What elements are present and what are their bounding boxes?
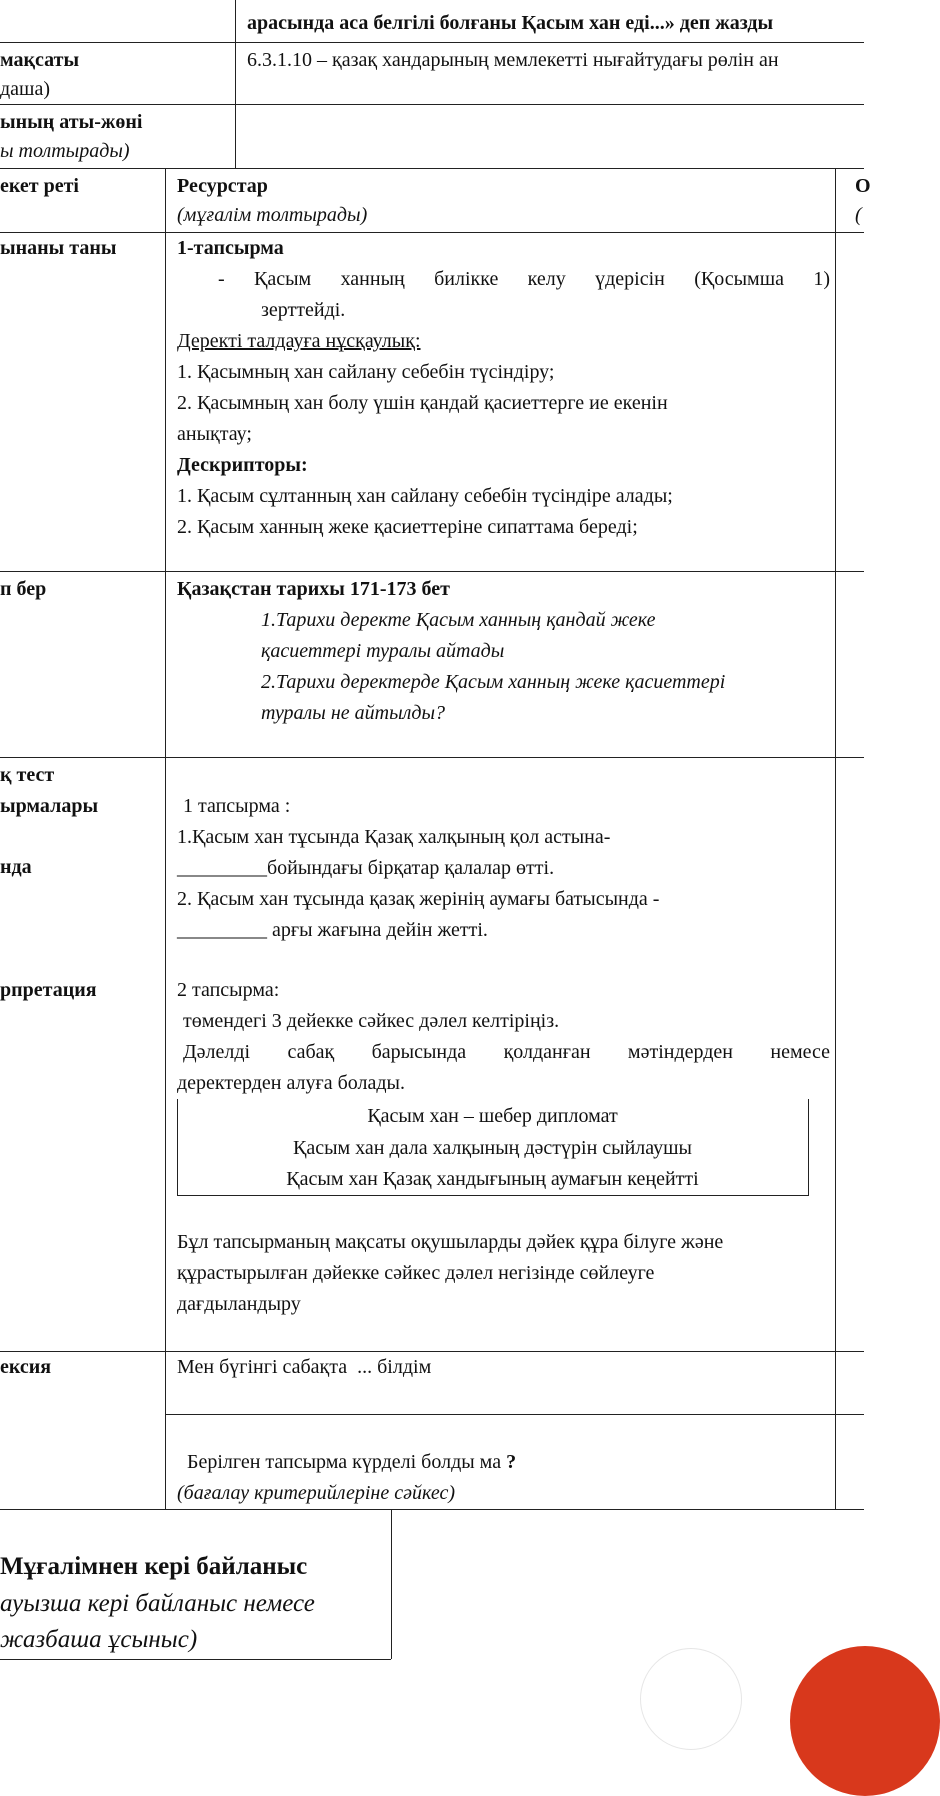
s1-desc2: 2. Қасым ханның жеке қасиеттеріне сипаттама береді;: [177, 516, 638, 538]
footer-title: Мұғалімнен кері байланыс: [0, 1553, 308, 1580]
claims-frame-bottom: [177, 1195, 809, 1196]
s4-reflect1: Мен бүгінгі сабақта ... білдім: [177, 1356, 432, 1378]
s2-q2-line1: 2.Тарихи деректерде Қасым ханның жеке қасиеттері: [261, 671, 726, 693]
col2-header: Ресурстар: [177, 175, 268, 197]
s2-q1-line2: қасиеттері туралы айтады: [261, 640, 505, 662]
s3-t1-q2-line2: _________ арғы жағына дейін жетті.: [177, 919, 488, 941]
s4-reflect2-mark: ?: [501, 1451, 517, 1473]
s3-aim-line2: құрастырылған дәйекке сәйкес дәлел негізінде сөйлеуге: [177, 1262, 655, 1284]
s2-q1-line1: 1.Тарихи деректе Қасым ханның қандай жеке: [261, 609, 656, 631]
s3-t1-q1-line1: 1.Қасым хан тұсында Қазақ халқының қол астына-: [177, 826, 611, 848]
s4-reflect2-note: (бағалау критерийлеріне сәйкес): [177, 1482, 455, 1504]
col2-header-note: (мұғалім толтырады): [177, 204, 368, 226]
s3-label-line3: нда: [0, 856, 32, 878]
claims-frame-right: [808, 1099, 809, 1195]
row1-value: 6.3.1.10 – қазақ хандарының мемлекетті нығайтудағы рөлін ан: [247, 49, 779, 71]
header-top-line: арасында аса белгілі болғаны Қасым хан еді...» деп жазды: [247, 12, 774, 34]
s3-t2-line2: Дәлелді сабақ барысында қолданған мәтіндерден немесе: [183, 1041, 830, 1063]
s3-task2: [177, 975, 830, 1099]
claim-1: Қасым хан – шебер дипломат: [367, 1105, 618, 1127]
s1-bullet-line1: - Қасым ханның билікке келу үдерісін (Қосымша 1): [218, 268, 830, 290]
rule-row2-bottom: [0, 168, 864, 169]
s2-label: п бер: [0, 578, 47, 600]
corner-circle-red-icon: [790, 1646, 940, 1796]
rule-s2-bottom: [0, 757, 864, 758]
col3-header-note: (: [855, 204, 862, 226]
footer-note-line2: жазбаша ұсыныс): [0, 1626, 198, 1653]
claim-3: Қасым хан Қазақ хандығының аумағын кеңейтті: [286, 1168, 699, 1190]
row2-label-note: ы толтырады): [0, 140, 130, 162]
s3-t1-q2-line1: 2. Қасым хан тұсында қазақ жерінің аумағы батысында -: [177, 888, 660, 910]
s3-aim-line3: дағдыландыру: [177, 1293, 301, 1315]
s1-guide-title: Деректі талдауға нұсқаулық:: [177, 330, 421, 352]
s2-content: [177, 574, 830, 729]
row1-label: мақсаты: [0, 49, 80, 71]
s1-desc-title: Дескрипторы:: [177, 454, 308, 476]
s2-source: Қазақстан тарихы 171-173 бет: [177, 578, 450, 600]
rule-header-top: [0, 42, 864, 43]
rule-footer-bottom: [0, 1659, 391, 1660]
footer-note-line1: ауызша кері байланыс немесе: [0, 1590, 315, 1617]
s3-label-line4: рпретация: [0, 979, 97, 1001]
rule-row1-bottom: [0, 104, 864, 105]
s3-t1-q1-line2: _________бойындағы бірқатар қалалар өтті.: [177, 857, 555, 879]
s1-desc1: 1. Қасым сұлтанның хан сайлану себебін түсіндіре алады;: [177, 485, 673, 507]
s1-label: ынаны таны: [0, 237, 117, 259]
s3-label-line2: ырмалары: [0, 795, 99, 817]
s3-aim: [177, 1227, 830, 1320]
rule-header-col: [235, 0, 236, 168]
s4-label: ексия: [0, 1356, 52, 1378]
s1-guide2-line2: анықтау;: [177, 423, 252, 445]
rule-footer-col: [391, 1509, 392, 1659]
s1-task-title: 1-тапсырма: [177, 237, 284, 259]
s3-label-line1: қ тест: [0, 764, 55, 786]
rule-s3-bottom: [0, 1351, 864, 1352]
row1-label-note: даша): [0, 78, 50, 100]
s3-t2-title: 2 тапсырма:: [177, 979, 280, 1001]
rule-table-bottom: [0, 1509, 864, 1510]
s1-content: [177, 233, 830, 543]
col1-header: екет реті: [0, 175, 79, 197]
s1-guide1: 1. Қасымның хан сайлану себебін түсіндіру;: [177, 361, 555, 383]
col3-header: О: [855, 175, 871, 197]
row2-label: ының аты-жөні: [0, 111, 143, 133]
rule-main-col1: [165, 168, 166, 1509]
claim-2: Қасым хан дала халқының дәстүрін сыйлаушы: [293, 1137, 692, 1159]
s4-reflect2: [177, 1416, 516, 1478]
rule-s4-split: [165, 1414, 864, 1415]
rule-main-col2: [835, 168, 836, 1509]
s3-task1: [177, 791, 830, 946]
s1-bullet-line2: зерттейді.: [261, 299, 346, 321]
s3-t1-title: 1 тапсырма :: [183, 795, 291, 817]
corner-circle-outline-icon: [640, 1648, 742, 1750]
s3-t2-line3: деректерден алуға болады.: [177, 1072, 405, 1094]
rule-s1-bottom: [0, 571, 864, 572]
s1-guide2-line1: 2. Қасымның хан болу үшін қандай қасиеттерге ие екенін: [177, 392, 668, 414]
s4-reflect2-text: Берілген тапсырма күрделі болды ма: [187, 1451, 502, 1473]
s3-t2-line1: төмендегі 3 дейекке сәйкес дәлел келтіріңіз.: [183, 1010, 560, 1032]
s2-q2-line2: туралы не айтылды?: [261, 702, 445, 724]
s3-aim-line1: Бұл тапсырманың мақсаты оқушыларды дәйек құра білуге және: [177, 1231, 724, 1253]
